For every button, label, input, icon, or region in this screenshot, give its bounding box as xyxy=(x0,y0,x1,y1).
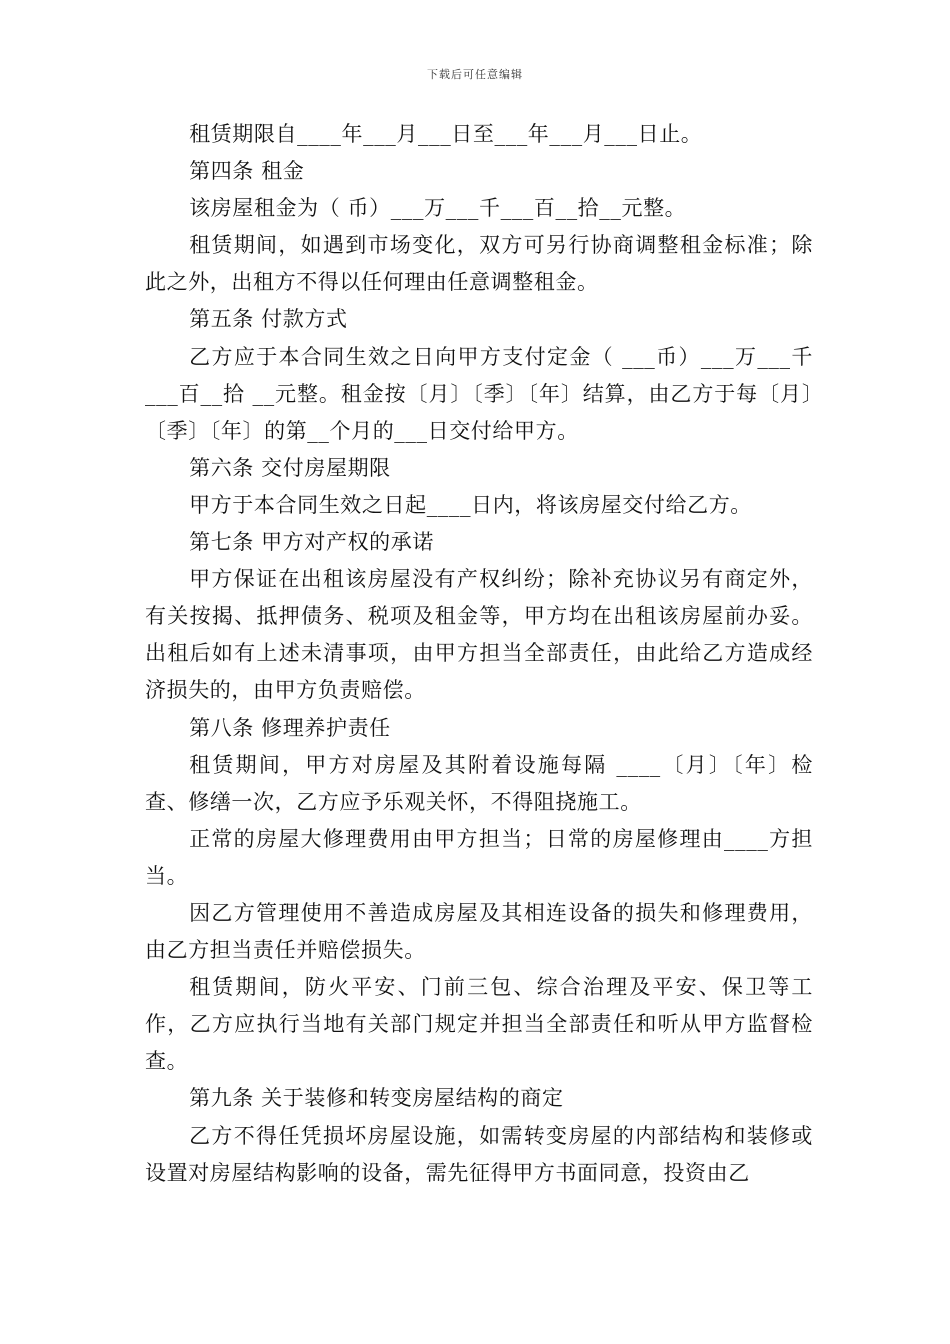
page-header: 下载后可任意编辑 xyxy=(427,68,523,81)
repair-cost-paragraph: 正常的房屋大修理费用由甲方担当；日常的房屋修理由____方担当。 xyxy=(145,826,813,888)
damage-liability-paragraph: 因乙方管理使用不善造成房屋及其相连设备的损失和修理费用，由乙方担当责任并赔偿损失。 xyxy=(145,900,813,963)
delivery-paragraph: 甲方于本合同生效之日起____日内，将该房屋交付给乙方。 xyxy=(189,492,752,517)
article-6-heading: 第六条 交付房屋期限 xyxy=(189,455,391,480)
property-right-paragraph: 甲方保证在出租该房屋没有产权纠纷；除补充协议另有商定外，有关按揭、抵押债务、税项及租金等，甲方均在出租该房屋前办妥。出租后如有上述未清事项，由甲方担当全部责任，由此给乙方造成经济损失的，由甲方负责赔偿。 xyxy=(145,567,813,703)
article-7-heading: 第七条 甲方对产权的承诺 xyxy=(189,530,434,555)
lease-term-paragraph: 租赁期限自____年___月___日至___年___月___日止。 xyxy=(189,122,703,146)
article-4-heading: 第四条 租金 xyxy=(189,159,305,184)
rent-adjustment-paragraph: 租赁期间，如遇到市场变化，双方可另行协商调整租金标准；除此之外，出租方不得以任何理由任意调整租金。 xyxy=(145,233,813,295)
article-9-heading: 第九条 关于装修和转变房屋结构的商定 xyxy=(189,1086,564,1111)
document-body xyxy=(145,116,813,1192)
inspection-paragraph: 租赁期间，甲方对房屋及其附着设施每隔 ____〔月〕〔年〕检查、修缮一次，乙方应予乐观关怀，不得阻挠施工。 xyxy=(145,752,813,814)
article-8-heading: 第八条 修理养护责任 xyxy=(189,715,391,740)
safety-paragraph: 租赁期间，防火平安、门前三包、综合治理及平安、保卫等工作，乙方应执行当地有关部门规定并担当全部责任和听从甲方监督检查。 xyxy=(145,975,813,1074)
rent-amount-paragraph: 该房屋租金为（ 币）___万___千___百__拾__元整。 xyxy=(189,196,687,221)
payment-method-paragraph: 乙方应于本合同生效之日向甲方支付定金（ ___币）___万___千___百__拾 __元整。租金按〔月〕〔季〕〔年〕结算，由乙方于每〔月〕〔季〕〔年〕的第__个月的___日交付给甲方。 xyxy=(145,344,813,443)
renovation-paragraph: 乙方不得任凭损坏房屋设施，如需转变房屋的内部结构和装修或设置对房屋结构影响的设备，需先征得甲方书面同意，投资由乙 xyxy=(145,1123,813,1185)
article-5-heading: 第五条 付款方式 xyxy=(189,307,348,332)
